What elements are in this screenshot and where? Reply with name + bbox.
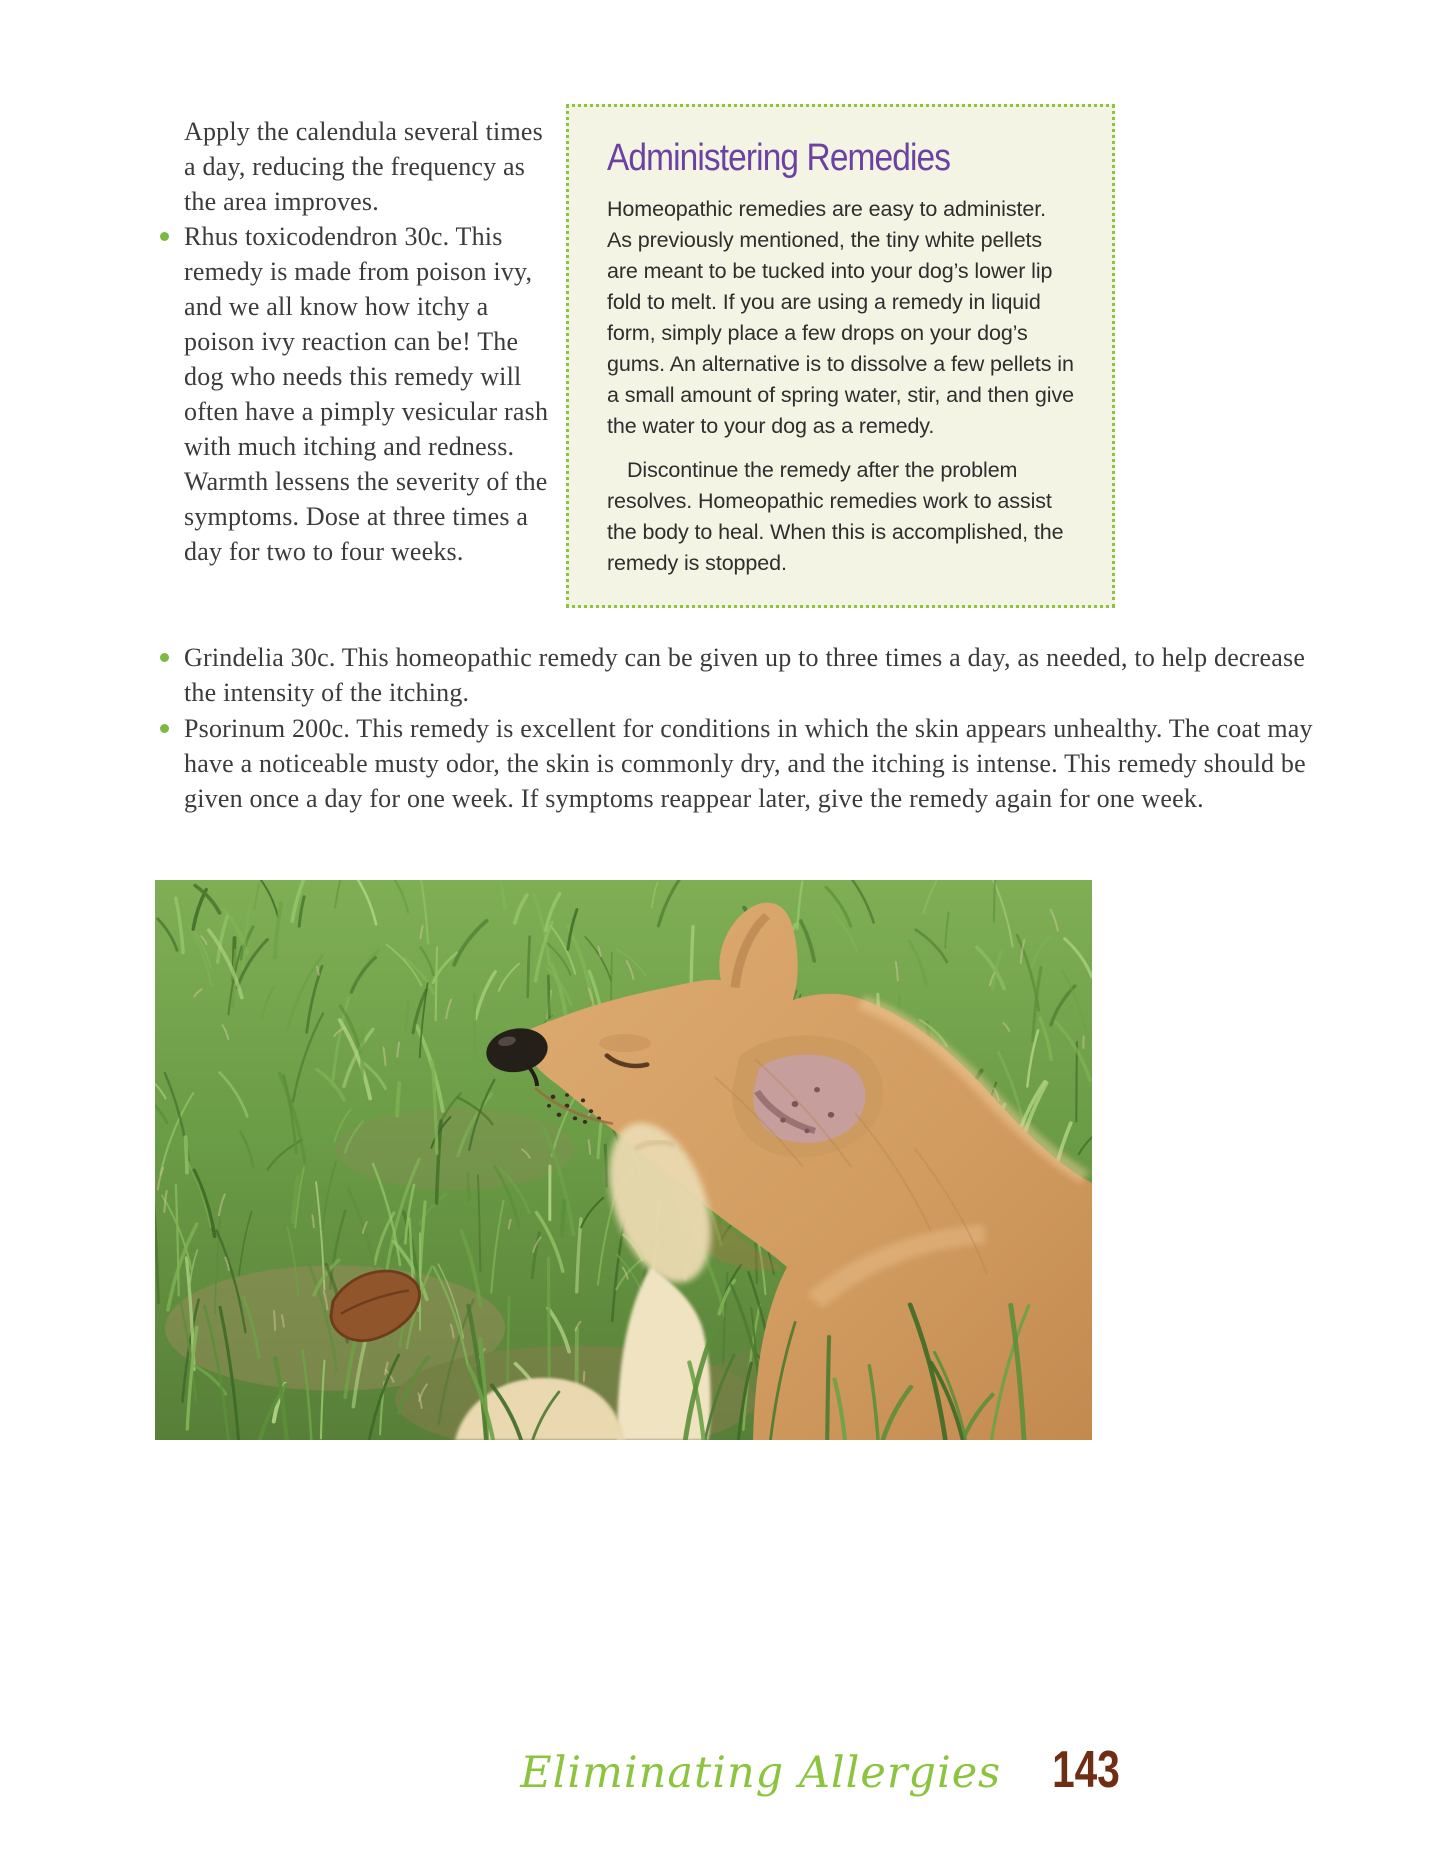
sidebar-paragraph-1: Homeopathic remedies are easy to administer. As previously mentioned, the tiny white pellets are meant to be tucked into your dog’s lower lip fold to melt. If you are using a remedy in liquid form, simply place a few drops on your dog’s gums. An alternative is to dissolve a few pellets in a small amount of spring water, stir, and then give the water to your dog as a remedy.	[607, 197, 1074, 438]
remedy-list-full-width	[158, 640, 1322, 816]
list-item-psorinum: Psorinum 200c. This remedy is excellent for conditions in which the skin appears unhealthy. The coat may have a noticeable musty odor, the skin is commonly dry, and the itching is intense. This remedy should be given once a day for one week. If symptoms reappear later, give the remedy again for one week.	[184, 711, 1322, 816]
running-head: Eliminating Allergies	[520, 1748, 1002, 1798]
list-item-grindelia: Grindelia 30c. This homeopathic remedy can be given up to three times a day, as needed, to help decrease the intensity of the itching.	[184, 640, 1322, 710]
remedy-list	[158, 219, 560, 569]
sidebar-box	[566, 104, 1115, 608]
continuation-paragraph: Apply the calendula several times a day, reducing the frequency as the area improves.	[184, 117, 543, 216]
sidebar-paragraph-2: Discontinue the remedy after the problem resolves. Homeopathic remedies work to assist the body to heal. When this is accomplished, the remedy is stopped.	[607, 458, 1064, 575]
sidebar-title: Administering Remedies	[607, 137, 951, 179]
list-item-rhus: Rhus toxicodendron 30c. This remedy is made from poison ivy, and we all know how itchy a poison ivy reaction can be! The dog who needs this remedy will often have a pimply vesicular rash with much itching and redness. Warmth lessens the severity of the symptoms. Dose at three times a day for two to four weeks.	[184, 219, 560, 569]
page-number: 143	[1052, 1741, 1120, 1799]
dog-photo-figure	[155, 880, 1092, 1440]
page-footer	[0, 1740, 1120, 1800]
left-column	[158, 114, 560, 569]
dog-photo-illustration	[155, 880, 1092, 1440]
